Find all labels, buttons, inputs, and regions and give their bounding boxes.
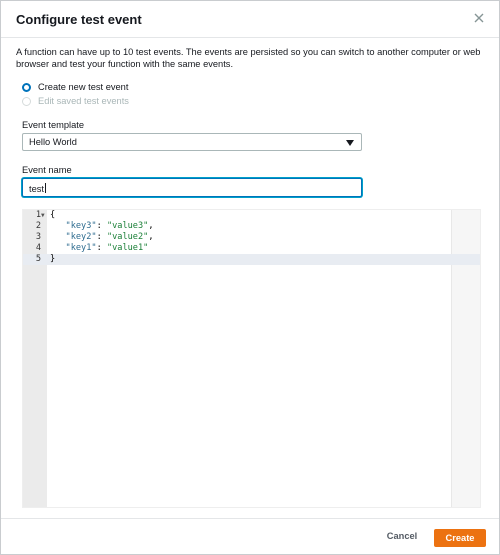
line-number: 5	[35, 254, 41, 264]
event-name-input[interactable]	[22, 178, 362, 197]
line-number: 2	[35, 221, 41, 231]
radio-edit-saved	[22, 94, 129, 108]
event-template-label: Event template	[22, 120, 85, 130]
text-caret	[45, 183, 46, 193]
code-line-active	[23, 254, 480, 265]
json-code-editor[interactable]	[22, 209, 481, 508]
create-button[interactable]: Create	[434, 529, 486, 547]
code-text: "key1": "value1"	[65, 243, 149, 253]
line-number: 4	[35, 243, 41, 253]
caret-down-icon	[346, 140, 354, 146]
radio-create-new[interactable]	[22, 80, 128, 94]
event-template-value: Hello World	[29, 137, 77, 147]
radio-edit-saved-label: Edit saved test events	[38, 96, 129, 106]
cancel-button[interactable]: Cancel	[386, 531, 418, 541]
modal-title: Configure test event	[16, 12, 142, 27]
radio-unselected-icon	[22, 97, 31, 106]
event-template-select[interactable]	[22, 133, 362, 151]
code-text: }	[50, 254, 56, 264]
radio-selected-icon[interactable]	[22, 83, 31, 92]
modal-header	[1, 1, 499, 38]
code-line	[23, 221, 480, 232]
code-text: "key2": "value2",	[65, 232, 154, 242]
code-text: "key3": "value3",	[65, 221, 154, 231]
line-number: 3	[35, 232, 41, 242]
code-line	[23, 210, 480, 221]
code-text: {	[50, 210, 56, 220]
close-icon[interactable]	[471, 10, 487, 26]
modal-description: A function can have up to 10 test events. The events are persisted so you can switch to another computer or web browser and test your function with the same events.	[16, 47, 481, 69]
fold-arrow-icon[interactable]: ▼	[41, 212, 45, 219]
code-line	[23, 243, 480, 254]
code-line	[23, 232, 480, 243]
radio-create-new-label: Create new test event	[38, 82, 129, 92]
event-name-label: Event name	[22, 165, 72, 175]
event-name-value: test	[29, 184, 44, 194]
line-number: 1	[35, 210, 41, 220]
modal-footer	[1, 518, 499, 555]
